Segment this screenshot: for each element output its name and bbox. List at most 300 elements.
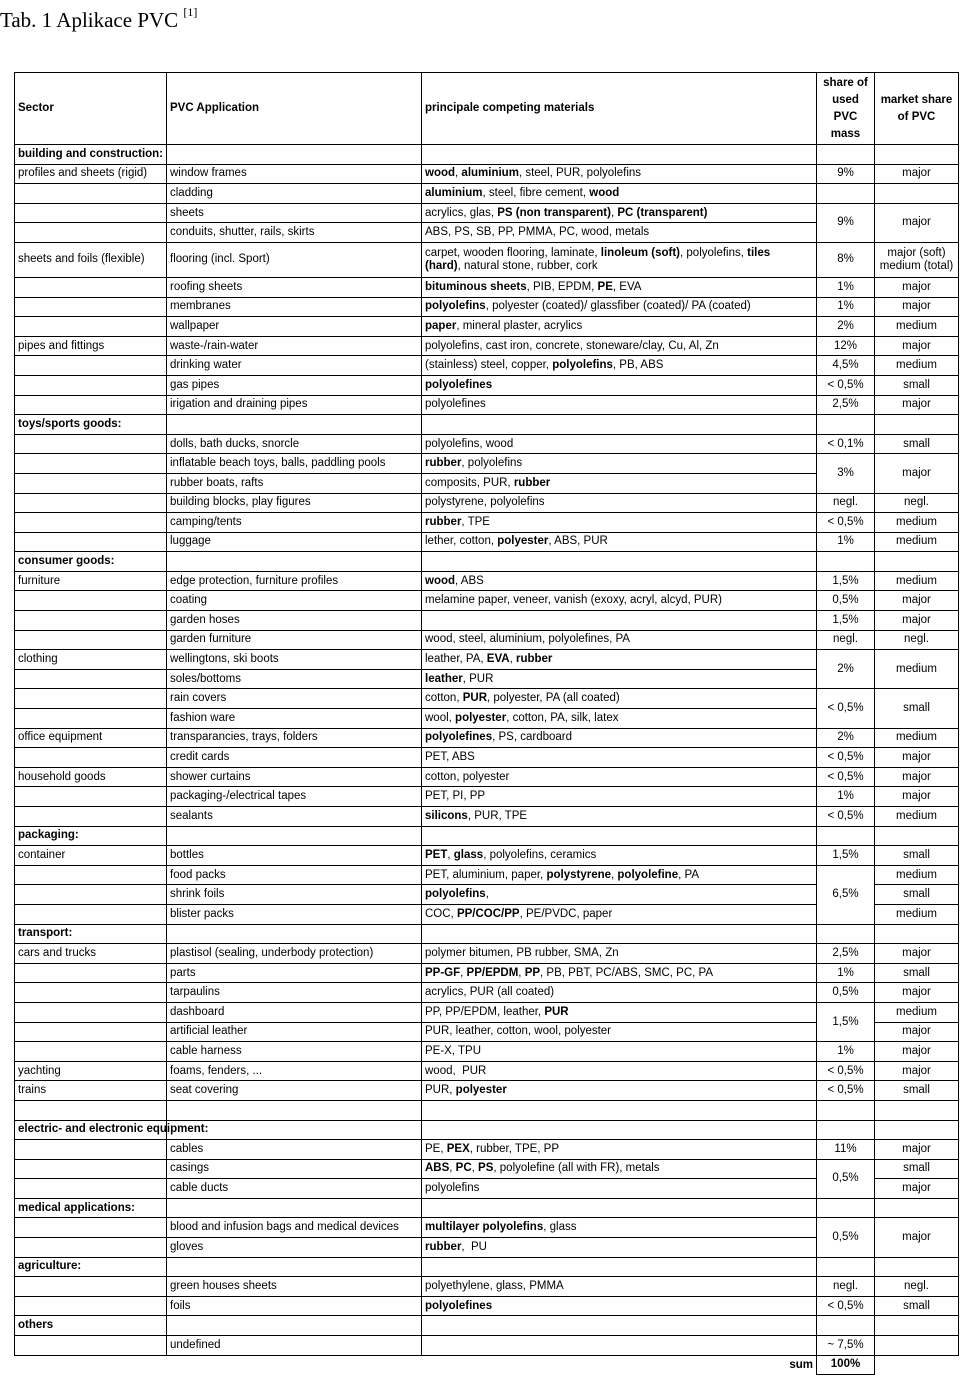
cell-materials bbox=[422, 1120, 817, 1140]
cell-application: parts bbox=[167, 963, 422, 983]
cell-market-share: major bbox=[875, 336, 959, 356]
table-row bbox=[15, 434, 959, 454]
cell-market-share: major bbox=[875, 1061, 959, 1081]
cell-materials: rubber, polyolefins bbox=[422, 454, 817, 474]
cell-materials: polyolefines, PS, cardboard bbox=[422, 728, 817, 748]
cell-market-share: negl. bbox=[875, 1277, 959, 1297]
cell-sector bbox=[15, 513, 167, 533]
cell-market-share: small bbox=[875, 846, 959, 866]
cell-application: blood and infusion bags and medical devices bbox=[167, 1218, 422, 1238]
cell-sector: office equipment bbox=[15, 728, 167, 748]
cell-application bbox=[167, 552, 422, 572]
cell-application: conduits, shutter, rails, skirts bbox=[167, 223, 422, 243]
cell-share: 2% bbox=[817, 317, 875, 337]
cell-materials: polyolefins bbox=[422, 1179, 817, 1199]
cell-market-share: negl. bbox=[875, 493, 959, 513]
section-row bbox=[15, 552, 959, 572]
cell-market-share: medium bbox=[875, 317, 959, 337]
table-row bbox=[15, 963, 959, 983]
cell-sector bbox=[15, 1336, 167, 1356]
cell-market-share: major bbox=[875, 1042, 959, 1062]
cell-market-share: medium bbox=[875, 904, 959, 924]
cell-materials: wood, ABS bbox=[422, 571, 817, 591]
cell-application bbox=[167, 1257, 422, 1277]
cell-application: tarpaulins bbox=[167, 983, 422, 1003]
cell-application: window frames bbox=[167, 164, 422, 184]
table-row bbox=[15, 356, 959, 376]
table-row bbox=[15, 1002, 959, 1022]
cell-materials: composits, PUR, rubber bbox=[422, 473, 817, 493]
cell-market-share: medium bbox=[875, 728, 959, 748]
cell-sector bbox=[15, 865, 167, 885]
cell-share: 11% bbox=[817, 1140, 875, 1160]
cell-application: luggage bbox=[167, 532, 422, 552]
cell-materials: wool, polyester, cotton, PA, silk, latex bbox=[422, 709, 817, 729]
cell-share: 1% bbox=[817, 532, 875, 552]
cell-sector bbox=[15, 375, 167, 395]
cell-sector: furniture bbox=[15, 571, 167, 591]
cell-market-share bbox=[875, 1336, 959, 1356]
cell-application: bottles bbox=[167, 846, 422, 866]
cell-market-share: major bbox=[875, 203, 959, 242]
cell-share: 2,5% bbox=[817, 944, 875, 964]
cell-market-share: medium bbox=[875, 356, 959, 376]
table-row bbox=[15, 728, 959, 748]
cell-application: seat covering bbox=[167, 1081, 422, 1101]
cell-market-share: small bbox=[875, 963, 959, 983]
cell-share: 12% bbox=[817, 336, 875, 356]
cell-sector: cars and trucks bbox=[15, 944, 167, 964]
cell-market-share: small bbox=[875, 434, 959, 454]
cell-sector bbox=[15, 983, 167, 1003]
header-row bbox=[15, 73, 959, 145]
cell-sector: pipes and fittings bbox=[15, 336, 167, 356]
cell-market-share: medium bbox=[875, 513, 959, 533]
section-row bbox=[15, 145, 959, 165]
cell-market-share: major bbox=[875, 277, 959, 297]
table-row bbox=[15, 1081, 959, 1101]
cell-application: edge protection, furniture profiles bbox=[167, 571, 422, 591]
cell-materials: polystyrene, polyolefins bbox=[422, 493, 817, 513]
cell-market-share: small bbox=[875, 1081, 959, 1101]
cell-sector bbox=[15, 454, 167, 474]
cell-share: 0,5% bbox=[817, 1218, 875, 1257]
header-application: PVC Application bbox=[167, 73, 422, 145]
cell-market-share: major bbox=[875, 944, 959, 964]
cell-share: 9% bbox=[817, 164, 875, 184]
cell-materials: leather, PUR bbox=[422, 669, 817, 689]
cell-materials: polyolefins, bbox=[422, 885, 817, 905]
table-row bbox=[15, 591, 959, 611]
cell-materials: PUR, polyester bbox=[422, 1081, 817, 1101]
cell-materials: lether, cotton, polyester, ABS, PUR bbox=[422, 532, 817, 552]
cell-market-share: small bbox=[875, 1159, 959, 1179]
cell-share bbox=[817, 552, 875, 572]
table-row bbox=[15, 630, 959, 650]
cell-materials: (stainless) steel, copper, polyolefins, PB, ABS bbox=[422, 356, 817, 376]
table-body bbox=[15, 73, 959, 1375]
cell-market-share: small bbox=[875, 375, 959, 395]
cell-share: < 0,5% bbox=[817, 513, 875, 533]
cell-market-share: medium bbox=[875, 650, 959, 689]
cell-sector: yachting bbox=[15, 1061, 167, 1081]
cell-application: cables bbox=[167, 1140, 422, 1160]
cell-market-share bbox=[875, 415, 959, 435]
cell-sector bbox=[15, 532, 167, 552]
cell-application: irigation and draining pipes bbox=[167, 395, 422, 415]
cell-market-share: medium bbox=[875, 571, 959, 591]
cell-materials: PP, PP/EPDM, leather, PUR bbox=[422, 1002, 817, 1022]
cell-share: < 0,1% bbox=[817, 434, 875, 454]
cell-share: < 0,5% bbox=[817, 767, 875, 787]
cell-application: shower curtains bbox=[167, 767, 422, 787]
table-row bbox=[15, 317, 959, 337]
cell-application: roofing sheets bbox=[167, 277, 422, 297]
cell-share: 3% bbox=[817, 454, 875, 493]
cell-market-share bbox=[875, 145, 959, 165]
table-row bbox=[15, 1061, 959, 1081]
table-row bbox=[15, 748, 959, 768]
cell-materials bbox=[422, 611, 817, 631]
cell-materials: polyolefins, cast iron, concrete, stoneware/clay, Cu, Al, Zn bbox=[422, 336, 817, 356]
cell-materials: rubber, TPE bbox=[422, 513, 817, 533]
cell-application: sealants bbox=[167, 807, 422, 827]
cell-share bbox=[817, 184, 875, 204]
cell-sector: household goods bbox=[15, 767, 167, 787]
cell-materials: multilayer polyolefins, glass bbox=[422, 1218, 817, 1238]
cell-application: camping/tents bbox=[167, 513, 422, 533]
cell-share bbox=[817, 1198, 875, 1218]
table-row bbox=[15, 1042, 959, 1062]
cell-market-share bbox=[875, 924, 959, 944]
section-title: electric- and electronic equipment: bbox=[15, 1120, 167, 1140]
cell-materials: melamine paper, veneer, vanish (exoxy, acryl, alcyd, PUR) bbox=[422, 591, 817, 611]
cell-share: 0,5% bbox=[817, 983, 875, 1003]
cell-market-share: major bbox=[875, 1140, 959, 1160]
cell-share: 1% bbox=[817, 787, 875, 807]
section-row bbox=[15, 415, 959, 435]
cell-share: 1% bbox=[817, 1042, 875, 1062]
cell-application: casings bbox=[167, 1159, 422, 1179]
section-row bbox=[15, 1257, 959, 1277]
cell-share: < 0,5% bbox=[817, 748, 875, 768]
cell-application: waste-/rain-water bbox=[167, 336, 422, 356]
cell-application: rubber boats, rafts bbox=[167, 473, 422, 493]
cell-market-share: major bbox=[875, 454, 959, 493]
cell-materials: polymer bitumen, PB rubber, SMA, Zn bbox=[422, 944, 817, 964]
cell-application: wellingtons, ski boots bbox=[167, 650, 422, 670]
empty-cell bbox=[817, 1100, 875, 1120]
cell-application: gas pipes bbox=[167, 375, 422, 395]
section-title: consumer goods: bbox=[15, 552, 167, 572]
cell-share: 0,5% bbox=[817, 591, 875, 611]
table-caption bbox=[0, 3, 197, 32]
empty-row bbox=[15, 1100, 959, 1120]
cell-share: < 0,5% bbox=[817, 1061, 875, 1081]
cell-application: sheets bbox=[167, 203, 422, 223]
cell-materials: ABS, PS, SB, PP, PMMA, PC, wood, metals bbox=[422, 223, 817, 243]
cell-sector bbox=[15, 787, 167, 807]
cell-sector bbox=[15, 277, 167, 297]
cell-materials: PET, ABS bbox=[422, 748, 817, 768]
caption-text: Tab. 1 Aplikace PVC bbox=[0, 8, 179, 32]
cell-application: artificial leather bbox=[167, 1022, 422, 1042]
cell-materials: cotton, PUR, polyester, PA (all coated) bbox=[422, 689, 817, 709]
section-row bbox=[15, 1316, 959, 1336]
cell-market-share: major bbox=[875, 787, 959, 807]
cell-materials bbox=[422, 1257, 817, 1277]
cell-application: food packs bbox=[167, 865, 422, 885]
cell-share: 1,5% bbox=[817, 846, 875, 866]
cell-materials bbox=[422, 826, 817, 846]
cell-materials: PP-GF, PP/EPDM, PP, PB, PBT, PC/ABS, SMC, PC, PA bbox=[422, 963, 817, 983]
cell-application: cable harness bbox=[167, 1042, 422, 1062]
cell-application: dashboard bbox=[167, 1002, 422, 1022]
table-row bbox=[15, 787, 959, 807]
cell-market-share: major bbox=[875, 611, 959, 631]
cell-materials: polyolefines bbox=[422, 375, 817, 395]
table-row bbox=[15, 689, 959, 709]
cell-materials: PE, PEX, rubber, TPE, PP bbox=[422, 1140, 817, 1160]
cell-materials: wood, steel, aluminium, polyolefines, PA bbox=[422, 630, 817, 650]
cell-share: negl. bbox=[817, 630, 875, 650]
cell-application: plastisol (sealing, underbody protection) bbox=[167, 944, 422, 964]
cell-market-share: major bbox=[875, 1022, 959, 1042]
cell-application bbox=[167, 924, 422, 944]
cell-share bbox=[817, 1120, 875, 1140]
cell-sector bbox=[15, 689, 167, 709]
cell-market-share: major bbox=[875, 164, 959, 184]
cell-market-share: medium bbox=[875, 1002, 959, 1022]
cell-share: 1% bbox=[817, 297, 875, 317]
cell-materials: paper, mineral plaster, acrylics bbox=[422, 317, 817, 337]
sum-value: 100% bbox=[817, 1355, 875, 1375]
cell-materials: PUR, leather, cotton, wool, polyester bbox=[422, 1022, 817, 1042]
cell-market-share bbox=[875, 552, 959, 572]
table-row bbox=[15, 336, 959, 356]
empty-cell bbox=[15, 1100, 167, 1120]
cell-sector bbox=[15, 356, 167, 376]
cell-sector bbox=[15, 748, 167, 768]
cell-share: 1,5% bbox=[817, 571, 875, 591]
cell-application: undefined bbox=[167, 1336, 422, 1356]
cell-market-share: medium bbox=[875, 807, 959, 827]
table-row bbox=[15, 493, 959, 513]
cell-sector bbox=[15, 1277, 167, 1297]
cell-sector: profiles and sheets (rigid) bbox=[15, 164, 167, 184]
cell-market-share bbox=[875, 826, 959, 846]
cell-materials: wood, aluminium, steel, PUR, polyolefins bbox=[422, 164, 817, 184]
cell-materials bbox=[422, 1198, 817, 1218]
cell-share: < 0,5% bbox=[817, 375, 875, 395]
cell-share bbox=[817, 1257, 875, 1277]
cell-materials: PET, aluminium, paper, polystyrene, polyolefine, PA bbox=[422, 865, 817, 885]
table-row bbox=[15, 532, 959, 552]
cell-sector bbox=[15, 473, 167, 493]
sum-empty bbox=[875, 1355, 959, 1375]
cell-materials: silicons, PUR, TPE bbox=[422, 807, 817, 827]
cell-materials: acrylics, glas, PS (non transparent), PC (transparent) bbox=[422, 203, 817, 223]
cell-application: drinking water bbox=[167, 356, 422, 376]
cell-share: < 0,5% bbox=[817, 807, 875, 827]
section-row bbox=[15, 924, 959, 944]
cell-share: 9% bbox=[817, 203, 875, 242]
caption-reference: [1] bbox=[183, 5, 198, 19]
section-title: building and construction: bbox=[15, 145, 167, 165]
cell-sector bbox=[15, 1042, 167, 1062]
cell-application: foils bbox=[167, 1296, 422, 1316]
cell-sector bbox=[15, 395, 167, 415]
table-row bbox=[15, 865, 959, 885]
cell-materials: PE-X, TPU bbox=[422, 1042, 817, 1062]
cell-materials: polyolefines bbox=[422, 1296, 817, 1316]
cell-sector bbox=[15, 1022, 167, 1042]
cell-share bbox=[817, 826, 875, 846]
cell-sector: trains bbox=[15, 1081, 167, 1101]
table-row bbox=[15, 650, 959, 670]
cell-application: soles/bottoms bbox=[167, 669, 422, 689]
cell-share: < 0,5% bbox=[817, 689, 875, 728]
cell-materials: COC, PP/COC/PP, PE/PVDC, paper bbox=[422, 904, 817, 924]
cell-sector bbox=[15, 1296, 167, 1316]
cell-materials bbox=[422, 552, 817, 572]
cell-market-share: major bbox=[875, 1179, 959, 1199]
table-row bbox=[15, 983, 959, 1003]
cell-application: packaging-/electrical tapes bbox=[167, 787, 422, 807]
section-title: medical applications: bbox=[15, 1198, 167, 1218]
cell-sector bbox=[15, 669, 167, 689]
cell-sector bbox=[15, 203, 167, 223]
cell-materials: polyolefins, polyester (coated)/ glassfiber (coated)/ PA (coated) bbox=[422, 297, 817, 317]
cell-materials bbox=[422, 145, 817, 165]
cell-sector: sheets and foils (flexible) bbox=[15, 242, 167, 277]
empty-cell bbox=[875, 1100, 959, 1120]
cell-market-share: major bbox=[875, 297, 959, 317]
cell-market-share bbox=[875, 1316, 959, 1336]
header-market-share: market share of PVC bbox=[875, 73, 959, 145]
cell-sector bbox=[15, 1179, 167, 1199]
cell-share: 2,5% bbox=[817, 395, 875, 415]
cell-market-share: negl. bbox=[875, 630, 959, 650]
cell-sector bbox=[15, 885, 167, 905]
table-row bbox=[15, 944, 959, 964]
cell-share: 0,5% bbox=[817, 1159, 875, 1198]
table-row bbox=[15, 611, 959, 631]
cell-market-share: major bbox=[875, 1218, 959, 1257]
cell-sector bbox=[15, 297, 167, 317]
section-title: others bbox=[15, 1316, 167, 1336]
table-row bbox=[15, 1159, 959, 1179]
cell-materials: polyolefins, wood bbox=[422, 434, 817, 454]
header-materials: principale competing materials bbox=[422, 73, 817, 145]
cell-sector bbox=[15, 709, 167, 729]
cell-sector: container bbox=[15, 846, 167, 866]
cell-market-share: major (soft) medium (total) bbox=[875, 242, 959, 277]
section-title: transport: bbox=[15, 924, 167, 944]
cell-market-share: major bbox=[875, 767, 959, 787]
cell-materials: wood, PUR bbox=[422, 1061, 817, 1081]
header-sector: Sector bbox=[15, 73, 167, 145]
section-row bbox=[15, 1120, 959, 1140]
cell-market-share: medium bbox=[875, 865, 959, 885]
cell-sector bbox=[15, 904, 167, 924]
cell-materials: PET, PI, PP bbox=[422, 787, 817, 807]
cell-market-share: major bbox=[875, 983, 959, 1003]
sum-label: sum bbox=[789, 1358, 813, 1371]
cell-share: 2% bbox=[817, 728, 875, 748]
table-row bbox=[15, 513, 959, 533]
cell-share: 2% bbox=[817, 650, 875, 689]
cell-application bbox=[167, 826, 422, 846]
cell-materials: carpet, wooden flooring, laminate, linoleum (soft), polyolefins, tiles (hard), natural stone, rubber, cork bbox=[422, 242, 817, 277]
cell-share: 1,5% bbox=[817, 1002, 875, 1041]
cell-market-share: small bbox=[875, 885, 959, 905]
cell-sector bbox=[15, 591, 167, 611]
cell-materials: leather, PA, EVA, rubber bbox=[422, 650, 817, 670]
cell-sector bbox=[15, 317, 167, 337]
table-row bbox=[15, 846, 959, 866]
table-row bbox=[15, 1336, 959, 1356]
cell-materials: ABS, PC, PS, polyolefine (all with FR), metals bbox=[422, 1159, 817, 1179]
cell-share: 8% bbox=[817, 242, 875, 277]
cell-share bbox=[817, 1316, 875, 1336]
cell-materials bbox=[422, 415, 817, 435]
cell-sector bbox=[15, 963, 167, 983]
cell-application: garden furniture bbox=[167, 630, 422, 650]
table-row bbox=[15, 571, 959, 591]
table-row bbox=[15, 277, 959, 297]
cell-sector bbox=[15, 184, 167, 204]
cell-share bbox=[817, 415, 875, 435]
cell-materials: acrylics, PUR (all coated) bbox=[422, 983, 817, 1003]
cell-sector bbox=[15, 434, 167, 454]
cell-market-share: medium bbox=[875, 532, 959, 552]
cell-application: fashion ware bbox=[167, 709, 422, 729]
table-row bbox=[15, 164, 959, 184]
cell-application: foams, fenders, ... bbox=[167, 1061, 422, 1081]
cell-application: shrink foils bbox=[167, 885, 422, 905]
table-row bbox=[15, 1218, 959, 1238]
cell-materials: polyolefines bbox=[422, 395, 817, 415]
cell-materials: polyethylene, glass, PMMA bbox=[422, 1277, 817, 1297]
cell-application: membranes bbox=[167, 297, 422, 317]
cell-application: flooring (incl. Sport) bbox=[167, 242, 422, 277]
section-row bbox=[15, 1198, 959, 1218]
cell-application: cladding bbox=[167, 184, 422, 204]
sum-row bbox=[15, 1355, 959, 1375]
cell-sector bbox=[15, 1218, 167, 1238]
cell-share: 6,5% bbox=[817, 865, 875, 924]
cell-materials: PET, glass, polyolefins, ceramics bbox=[422, 846, 817, 866]
cell-application bbox=[167, 1316, 422, 1336]
table-row bbox=[15, 203, 959, 223]
table-row bbox=[15, 242, 959, 277]
cell-application: inflatable beach toys, balls, paddling pools bbox=[167, 454, 422, 474]
cell-materials: aluminium, steel, fibre cement, wood bbox=[422, 184, 817, 204]
cell-share: < 0,5% bbox=[817, 1296, 875, 1316]
table-row bbox=[15, 767, 959, 787]
cell-market-share: major bbox=[875, 395, 959, 415]
cell-materials bbox=[422, 924, 817, 944]
cell-share bbox=[817, 924, 875, 944]
table-row bbox=[15, 297, 959, 317]
table-row bbox=[15, 184, 959, 204]
section-title: toys/sports goods: bbox=[15, 415, 167, 435]
cell-market-share bbox=[875, 184, 959, 204]
cell-sector bbox=[15, 1002, 167, 1022]
cell-share: 1,5% bbox=[817, 611, 875, 631]
cell-application: building blocks, play figures bbox=[167, 493, 422, 513]
